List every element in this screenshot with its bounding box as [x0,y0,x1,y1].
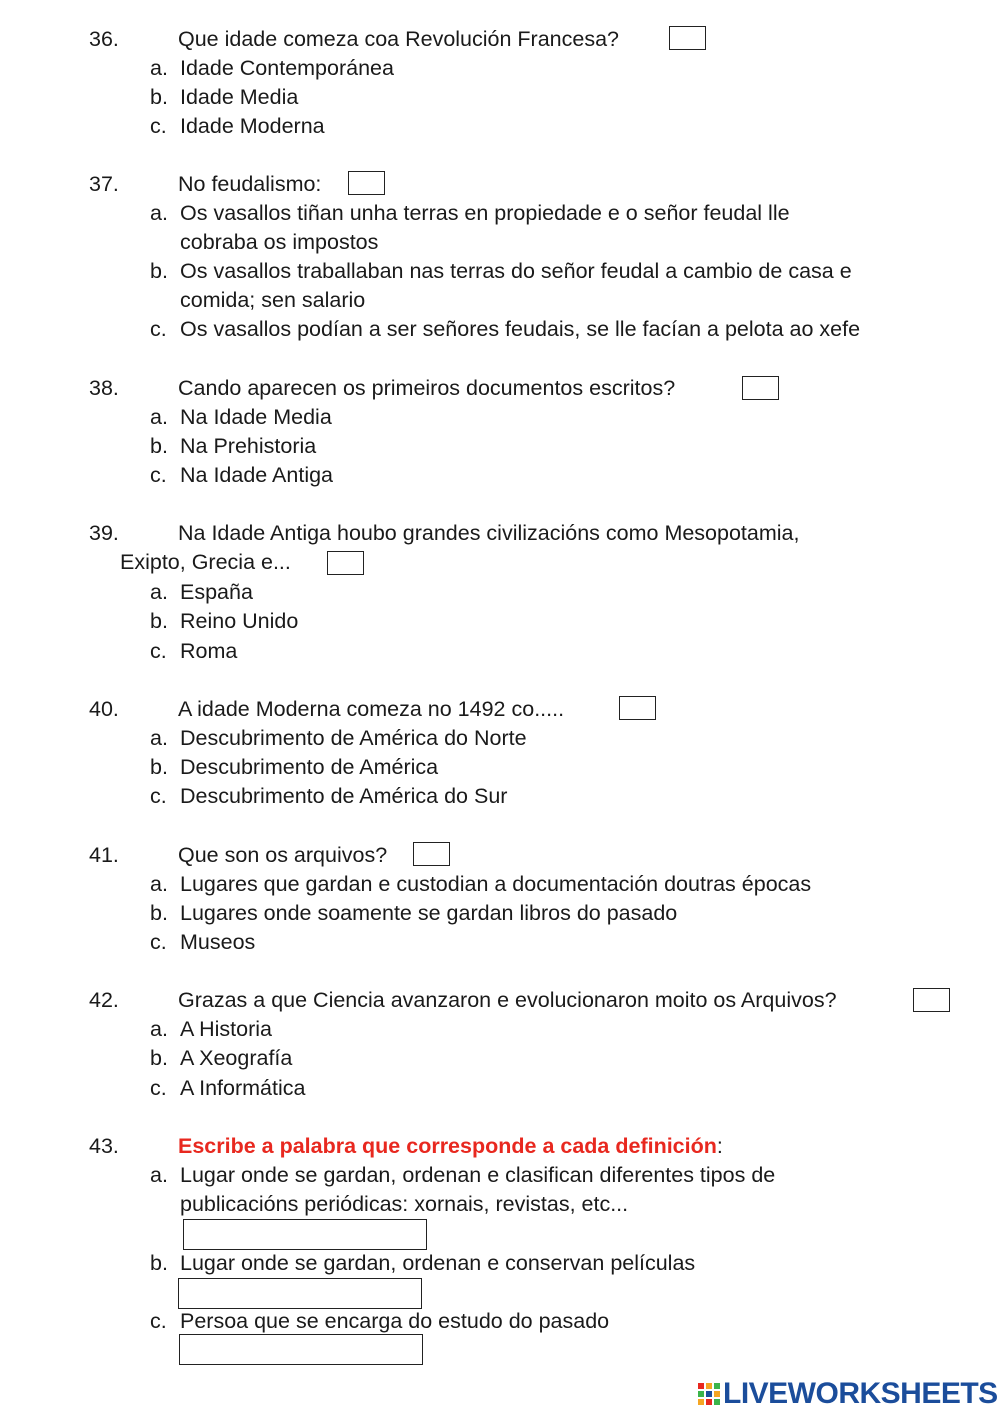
liveworksheets-logo-icon [697,1381,723,1407]
option-text: Reino Unido [180,609,299,633]
answer-box[interactable] [669,26,706,50]
question-instruction [178,1134,723,1158]
option-letter: a. [150,580,168,604]
answer-box[interactable] [742,376,779,400]
question-text: No feudalismo: [178,172,322,196]
option-text: Lugares onde soamente se gardan libros do pasado [180,901,678,925]
option-letter: b. [150,259,168,283]
answer-box[interactable] [348,171,385,195]
option-text: Na Idade Antiga [180,463,334,487]
option-text: Os vasallos traballaban nas terras do señor feudal a cambio de casa e [180,259,852,283]
option-text: Idade Moderna [180,114,325,138]
option-text: Idade Contemporánea [180,56,394,80]
question-number: 40. [89,697,119,721]
answer-input[interactable] [179,1334,423,1365]
option-letter: c. [150,463,167,487]
answer-box[interactable] [619,696,656,720]
question-text: A idade Moderna comeza no 1492 co..... [178,697,565,721]
option-letter: b. [150,755,168,779]
instruction-text: Escribe a palabra que corresponde a cada definición [178,1134,717,1158]
option-text-continued: publicacións periódicas: xornais, revistas, etc... [180,1192,629,1216]
option-text: Na Prehistoria [180,434,317,458]
option-text: Lugar onde se gardan, ordenan e conservan películas [180,1251,696,1275]
option-letter: c. [150,317,167,341]
question-number: 39. [89,521,119,545]
option-letter: a. [150,726,168,750]
question-text: Cando aparecen os primeiros documentos escritos? [178,376,676,400]
option-text: Na Idade Media [180,405,332,429]
option-text: Lugar onde se gardan, ordenan e clasifican diferentes tipos de [180,1163,776,1187]
option-letter: a. [150,1017,168,1041]
instruction-suffix: : [716,1134,723,1158]
option-letter: a. [150,201,168,225]
option-letter: a. [150,405,168,429]
option-text: Descubrimento de América do Norte [180,726,527,750]
option-text: Roma [180,639,238,663]
option-text: Museos [180,930,256,954]
option-text: A Xeografía [180,1046,293,1070]
option-text-continued: cobraba os impostos [180,230,379,254]
option-text: Os vasallos tiñan unha terras en propiedade e o señor feudal lle [180,201,790,225]
answer-box[interactable] [413,842,450,866]
option-letter: c. [150,930,167,954]
option-letter: a. [150,56,168,80]
option-letter: b. [150,1046,168,1070]
answer-box[interactable] [327,551,364,575]
option-text: Os vasallos podían a ser señores feudais, se lle facían a pelota ao xefe [180,317,861,341]
question-number: 37. [89,172,119,196]
question-number: 42. [89,988,119,1012]
option-text: Idade Media [180,85,299,109]
answer-input[interactable] [183,1219,427,1250]
option-text: España [180,580,253,604]
option-letter: c. [150,639,167,663]
option-letter: b. [150,1251,168,1275]
option-text-continued: comida; sen salario [180,288,366,312]
option-text: Persoa que se encarga do estudo do pasado [180,1309,610,1333]
question-number: 36. [89,27,119,51]
option-letter: c. [150,1076,167,1100]
option-text: A Informática [180,1076,306,1100]
option-letter: c. [150,1309,167,1333]
option-letter: a. [150,872,168,896]
question-text: Grazas a que Ciencia avanzaron e evolucionaron moito os Arquivos? [178,988,837,1012]
option-letter: b. [150,609,168,633]
question-number: 38. [89,376,119,400]
option-text: Descubrimento de América [180,755,439,779]
question-text: Que son os arquivos? [178,843,388,867]
option-letter: b. [150,434,168,458]
option-text: A Historia [180,1017,273,1041]
question-number: 43. [89,1134,119,1158]
option-letter: c. [150,114,167,138]
answer-box[interactable] [913,988,950,1012]
option-letter: b. [150,85,168,109]
question-number: 41. [89,843,119,867]
option-text: Descubrimento de América do Sur [180,784,508,808]
liveworksheets-logo-text: LIVEWORKSHEETS [723,1377,998,1410]
question-text: Na Idade Antiga houbo grandes civilizacións como Mesopotamia, [178,521,800,545]
question-text-continued: Exipto, Grecia e... [120,550,291,574]
answer-input[interactable] [178,1278,422,1309]
option-letter: c. [150,784,167,808]
option-letter: a. [150,1163,168,1187]
option-letter: b. [150,901,168,925]
option-text: Lugares que gardan e custodian a documentación doutras épocas [180,872,812,896]
question-text: Que idade comeza coa Revolución Francesa? [178,27,620,51]
